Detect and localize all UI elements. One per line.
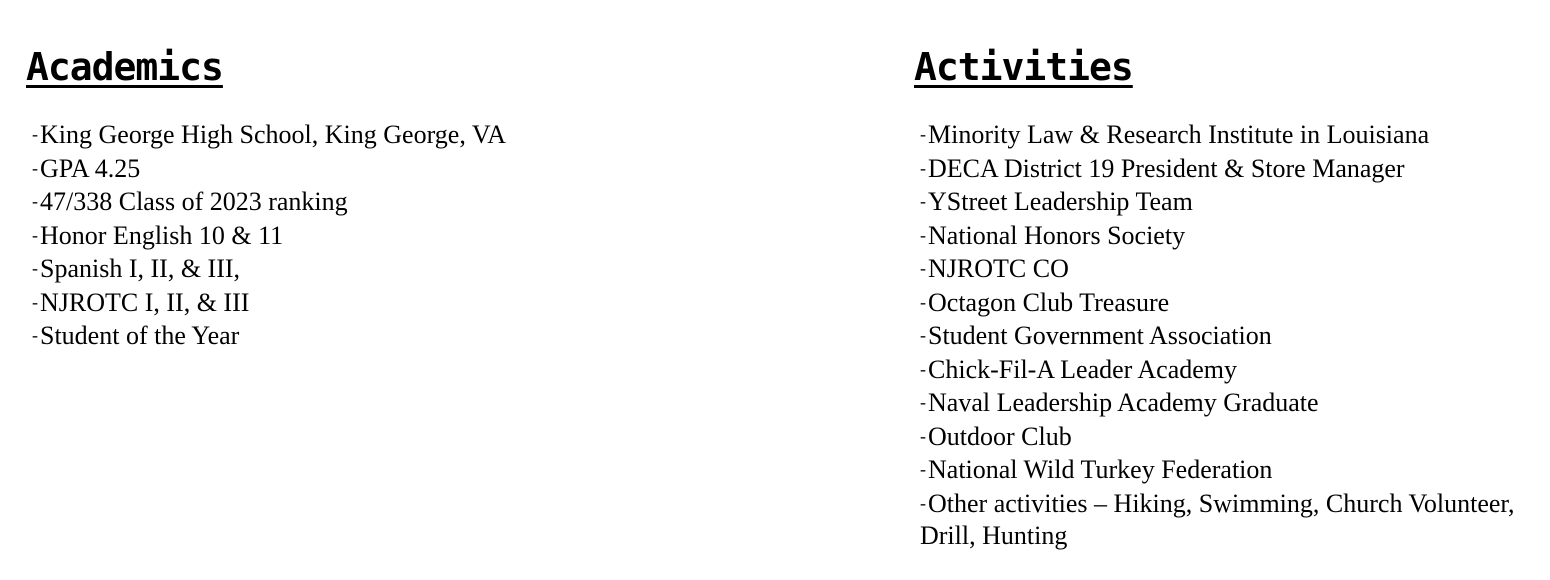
bullet-dash: - [920,425,926,446]
bullet-dash: - [32,291,38,312]
bullet-dash: - [920,325,926,345]
list-item [32,219,886,253]
bullet-dash: - [920,191,926,211]
list-item-text: GPA 4.25 [40,153,141,183]
list-item [920,252,1544,286]
bullet-dash: - [32,191,38,211]
list-item-text: 47/338 Class of 2023 ranking [40,187,348,216]
list-item [920,118,1544,152]
list-item-text: NJROTC CO [928,254,1069,283]
activities-section [914,42,1544,553]
academics-heading: Academics [26,45,223,89]
list-item-text: Chick-Fil-A Leader Academy [928,354,1238,384]
list-item-text: King George High School, King George, VA [40,120,507,149]
list-item [920,152,1544,186]
list-item [920,286,1544,320]
list-item-text: Honor English 10 & 11 [40,220,284,250]
bullet-dash: - [920,358,926,379]
list-item-text: Student Government Association [928,321,1272,350]
list-item [32,185,886,219]
bullet-dash: - [920,258,926,278]
list-item [32,252,886,286]
bullet-dash: - [920,124,926,144]
list-item [920,386,1544,420]
list-item [920,420,1544,454]
academics-section [26,42,886,353]
activities-list [920,118,1544,553]
list-item-text: DECA District 19 President & Store Manager [928,153,1405,183]
bullet-dash: - [920,459,926,479]
bullet-dash: - [32,258,38,278]
bullet-dash: - [920,492,926,513]
list-item-text: YStreet Leadership Team [928,187,1193,216]
list-item [32,286,886,320]
list-item [920,219,1544,253]
bullet-dash: - [920,291,926,312]
bullet-dash: - [32,224,38,245]
list-item [920,487,1544,553]
list-item [32,118,886,152]
list-item-text: Octagon Club Treasure [928,287,1170,317]
list-item [920,353,1544,387]
bullet-dash: - [32,325,38,345]
list-item [920,453,1544,487]
list-item-text: National Wild Turkey Federation [928,455,1273,484]
list-item-text: Other activities – Hiking, Swimming, Church Volunteer, Drill, Hunting [920,488,1515,550]
bullet-dash: - [32,157,38,178]
list-item-text: NJROTC I, II, & III [40,287,250,317]
list-item-text: Naval Leadership Academy Graduate [928,388,1319,417]
bullet-dash: - [920,224,926,245]
list-item-text: Minority Law & Research Institute in Louisiana [928,120,1430,149]
academics-list [32,118,886,353]
list-item [32,152,886,186]
list-item-text: Student of the Year [40,321,240,350]
list-item-text: Spanish I, II, & III, [40,254,241,283]
bullet-dash: - [920,157,926,178]
bullet-dash: - [32,124,38,144]
activities-heading: Activities [914,45,1133,89]
list-item-text: National Honors Society [928,220,1186,250]
bullet-dash: - [920,392,926,412]
list-item-text: Outdoor Club [928,421,1072,451]
list-item [920,185,1544,219]
list-item [920,319,1544,353]
list-item [32,319,886,353]
